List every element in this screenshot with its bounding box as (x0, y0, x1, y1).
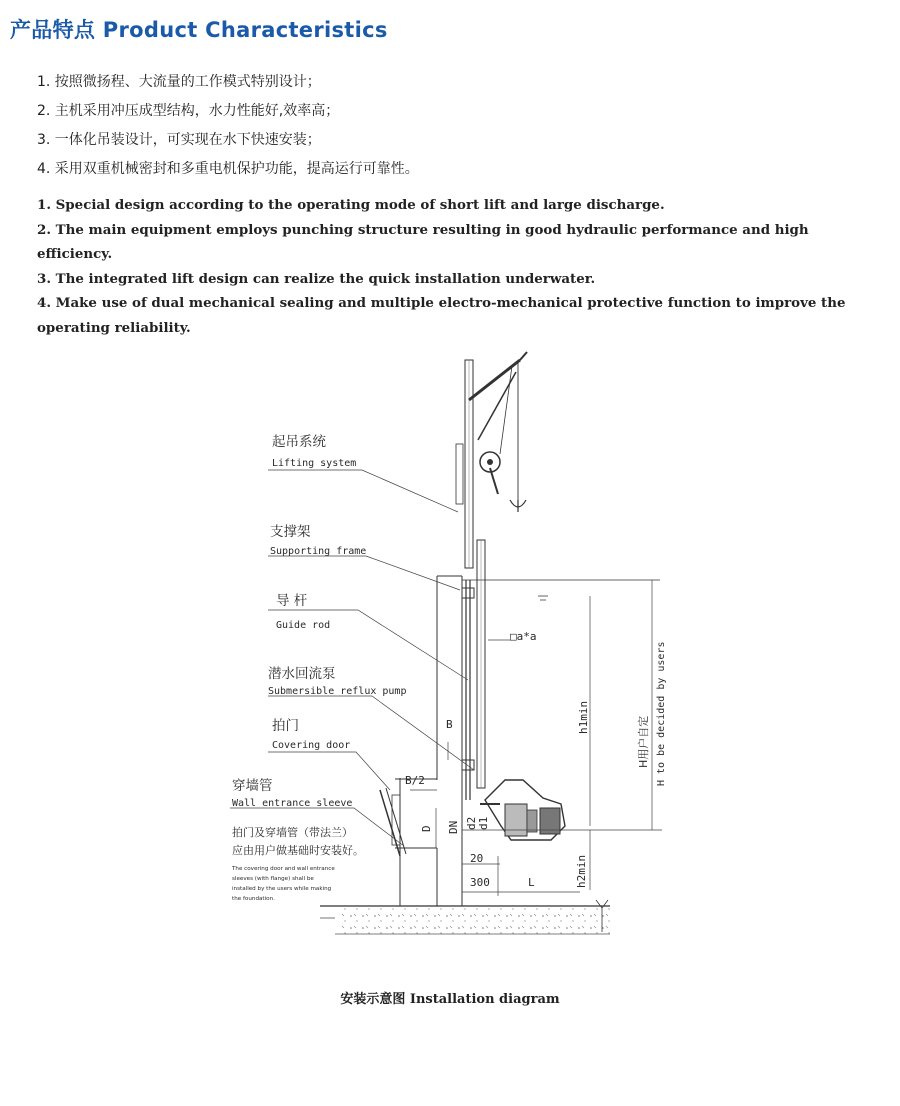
dim-aa: □a*a (510, 630, 537, 643)
dim-h-cn: H用户自定 (637, 715, 650, 768)
pump-label-cn: 潜水回流泵 (268, 666, 336, 682)
guide-label-en: Guide rod (276, 620, 331, 631)
dim-d1: d1 (477, 816, 490, 830)
submersible-pump (480, 780, 565, 840)
dim-b2: B/2 (405, 774, 425, 787)
feature-cn-item: 4. 采用双重机械密封和多重电机保护功能，提高运行可靠性。 (37, 161, 419, 177)
dim-d: D (420, 825, 433, 832)
dim-h-en: H to be decided by users (656, 641, 667, 786)
sleeve-and-door (380, 788, 406, 856)
note-cn-line-1: 拍门及穿墙管（带法兰） (232, 826, 353, 839)
pump-label-en: Submersible reflux pump (268, 686, 407, 697)
page-title: 产品特点 Product Characteristics (10, 18, 388, 42)
feature-en-item: 1. Special design according to the operating mode of short lift and large discharge. (37, 197, 665, 213)
lifting-label-cn: 起吊系统 (272, 434, 326, 450)
installation-diagram (200, 340, 680, 955)
dimension-lines (410, 580, 662, 896)
lifting-system (456, 352, 527, 512)
feature-en-item: 3. The integrated lift design can realize the quick installation underwater. (37, 270, 596, 287)
note-en-line: installed by the users while making (232, 886, 332, 892)
feature-en-item: 4. Make use of dual mechanical sealing and multiple electro-mechanical protective function to improve the operating reliability. (37, 295, 846, 336)
diagram-caption: 安装示意图 Installation diagram (340, 992, 560, 1007)
door-label-cn: 拍门 (272, 718, 299, 734)
dim-l: L (528, 876, 535, 889)
features-en-list (37, 193, 877, 341)
supporting-frame (465, 360, 485, 788)
lifting-label-en: Lifting system (272, 458, 357, 469)
note-en-line: The covering door and wall entrance (232, 866, 335, 872)
wall (395, 576, 462, 906)
guide-label-cn: 导 杆 (276, 593, 308, 609)
frame-label-en: Supporting frame (270, 546, 367, 557)
feature-cn-item: 1. 按照微扬程、大流量的工作模式特别设计； (37, 74, 321, 90)
sleeve-label-en: Wall entrance sleeve (232, 798, 353, 809)
features-cn-list (37, 68, 419, 184)
dim-dn: DN (447, 820, 460, 834)
feature-cn-item: 3. 一体化吊装设计，可实现在水下快速安装； (37, 132, 321, 148)
note-cn-line-2: 应由用户做基础时安装好。 (232, 844, 364, 857)
feature-cn-item: 2. 主机采用冲压成型结构，水力性能好,效率高； (37, 103, 340, 119)
guide-rod (462, 580, 474, 800)
door-label-en: Covering door (272, 740, 351, 751)
dim-20: 20 (470, 852, 484, 865)
note-en-line: the foundation. (232, 896, 275, 902)
dim-d2: d2 (465, 816, 478, 830)
note-en-line: sleeves (with flange) shall be (232, 876, 314, 882)
frame-label-cn: 支撑架 (270, 524, 311, 540)
dim-b: B (446, 718, 453, 731)
dim-h1min: h1min (577, 700, 590, 734)
foundation-slab (320, 900, 610, 934)
feature-en-item: 2. The main equipment employs punching structure resulting in good hydraulic performance and high efficiency. (37, 221, 809, 263)
water-level (462, 580, 660, 600)
dim-h2min: h2min (575, 854, 588, 888)
dim-300: 300 (470, 876, 490, 889)
sleeve-label-cn: 穿墙管 (232, 778, 273, 794)
